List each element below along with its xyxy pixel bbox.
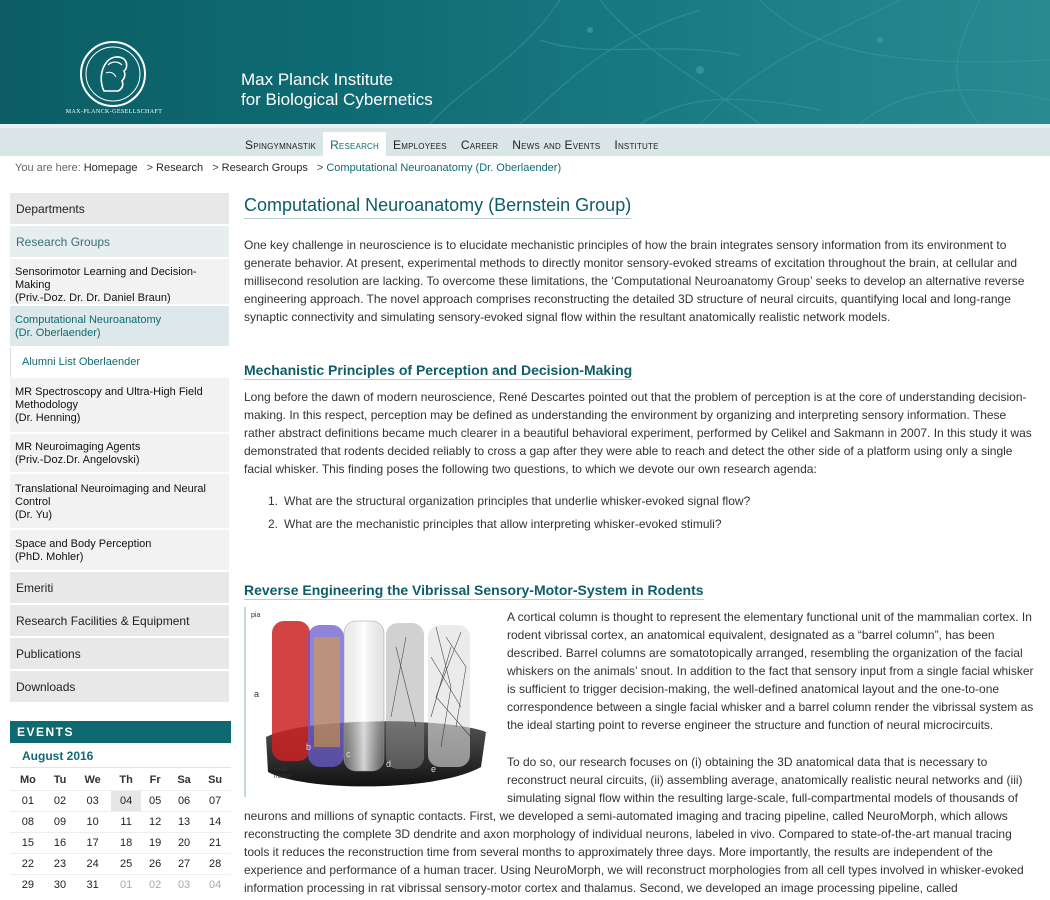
calendar-day[interactable]: 24 (74, 854, 111, 875)
breadcrumb-separator: > (212, 162, 219, 174)
group-line: Sensorimotor Learning and Decision- (15, 266, 197, 278)
group-line: Making (15, 279, 51, 291)
calendar-day[interactable]: 20 (169, 833, 199, 854)
sidebar-item-emeriti[interactable]: Emeriti (10, 572, 229, 605)
calendar-day[interactable]: 03 (74, 791, 111, 812)
nav-news-and-events[interactable]: News and Events (512, 138, 601, 152)
weekday-header: Mo (19, 774, 36, 786)
nav-institute[interactable]: Institute (614, 138, 659, 152)
figure-label-pia: pia (251, 612, 261, 619)
calendar-day[interactable]: 14 (199, 812, 231, 833)
calendar-day[interactable]: 26 (141, 854, 169, 875)
sidebar-group-translational-neuroimaging[interactable] (10, 474, 229, 530)
barrel-column-figure[interactable] (244, 607, 499, 797)
research-questions-list (268, 490, 750, 536)
calendar-day[interactable]: 08 (10, 812, 46, 833)
main-navigation-bar (0, 124, 1050, 156)
sidebar-item-departments[interactable]: Departments (10, 193, 229, 226)
calendar-day[interactable]: 11 (111, 812, 141, 833)
weekday-header: Sa (177, 774, 191, 786)
methods-paragraph-top: To do so, our research focuses on (i) obtaining the 3D anatomical data that is necessary to reconstruct neural circuits, (ii) assembling average, anatomically realistic neural networks and (iii) simulating signal flow within the resulting large-scale, full-compartmental models of thousands of (507, 755, 1023, 805)
figure-label-e: e (431, 764, 437, 774)
group-line: Space and Body Perception (15, 538, 152, 550)
section-heading-reverse-engineering: Reverse Engineering the Vibrissal Sensory-Motor-System in Rodents (244, 582, 704, 598)
calendar-day-today[interactable]: 04 (111, 791, 141, 812)
list-item (268, 513, 750, 536)
group-line: Methodology (15, 399, 78, 411)
weekday-header: Fr (149, 774, 161, 786)
figure-label-matter: matter (274, 774, 292, 780)
org-name: MAX-PLANCK-GESELLSCHAFT (65, 109, 163, 115)
breadcrumb-research[interactable]: Research (156, 162, 204, 174)
figure-label-white: white (274, 767, 289, 773)
figure-label-a: a (254, 689, 260, 699)
sidebar-item-publications[interactable]: Publications (10, 638, 229, 671)
calendar-day-next-month[interactable]: 02 (141, 875, 169, 896)
list-number: 1. (268, 494, 279, 508)
calendar-day-next-month[interactable]: 04 (199, 875, 231, 896)
list-item (268, 490, 750, 513)
group-line: (Priv.-Doz. Dr. Dr. Daniel Braun) (15, 292, 171, 304)
group-line: Alumni List Oberlaender (22, 356, 141, 368)
sidebar-group-space-body-perception[interactable] (10, 530, 229, 572)
sidebar (10, 193, 229, 704)
barrel-column-illustration (246, 607, 499, 797)
mechanistic-paragraph: Long before the dawn of modern neuroscience, René Descartes pointed out that the problem of perception is at the core of understanding decision-making. In this respect, perception may be defined as understanding the environment by organizing and interpreting sensory information. These rather abstract definitions became much clearer in a beautiful behavioral experiment, performed by Celikel and Sakmann in 2007. In this study it was demonstrated that rodents decided reliably to cross a gap after they were able to reach and detect the other side of a platform using only a single facial whisker. This finding poses the following two questions, to which we devote our own research agenda: (244, 390, 1032, 476)
calendar-day[interactable]: 23 (46, 854, 74, 875)
calendar-grid (10, 768, 231, 895)
breadcrumb-prefix: You are here: (15, 162, 81, 174)
group-line: (PhD. Mohler) (15, 551, 84, 563)
calendar-day[interactable]: 29 (10, 875, 46, 896)
page-title: Computational Neuroanatomy (Bernstein Group) (244, 195, 631, 219)
events-calendar (10, 721, 231, 895)
group-line: (Priv.-Doz.Dr. Angelovski) (15, 454, 140, 466)
question-text: What are the mechanistic principles that allow interpreting whisker-evoked stimuli? (284, 517, 722, 531)
main-content (244, 195, 1034, 895)
sidebar-group-mr-spectroscopy[interactable] (10, 378, 229, 434)
calendar-day[interactable]: 06 (169, 791, 199, 812)
group-line: MR Neuroimaging Agents (15, 441, 141, 453)
breadcrumb-research-groups[interactable]: Research Groups (221, 162, 308, 174)
calendar-day[interactable]: 27 (169, 854, 199, 875)
breadcrumb (15, 162, 561, 174)
sidebar-group-mr-neuroimaging[interactable] (10, 434, 229, 474)
calendar-day[interactable]: 30 (46, 875, 74, 896)
nav-employees[interactable]: Employees (393, 138, 447, 152)
calendar-day[interactable]: 16 (46, 833, 74, 854)
figure-label-c: c (346, 749, 351, 759)
cortical-column-paragraph: A cortical column is thought to represent the elementary functional unit of the mammalian cortex. In rodent vibrissal cortex, an anatomical equivalent, designated as a “barrel column”, has been described. Barrel columns are somatotopically arranged, resembling the organization of the facial whiskers on the animals’ snout. In addition to the fact that sensory input from a single facial whisker is sufficient to trigger decision-making, the well-defined anatomical layout and the one-to-one correspondence between a single facial whisker and a barrel column render the vibrissal system as the ideal starting point to reverse engineer the structure and function of neural microcircuits. (507, 610, 1034, 732)
calendar-day[interactable]: 19 (141, 833, 169, 854)
figure-label-d: d (386, 759, 392, 769)
calendar-day[interactable]: 05 (141, 791, 169, 812)
breadcrumb-separator: > (146, 162, 154, 174)
group-line: (Dr. Oberlaender) (15, 327, 101, 339)
institute-title-line2: for Biological Cybernetics (241, 90, 433, 109)
calendar-day[interactable]: 15 (10, 833, 46, 854)
sidebar-item-research-groups[interactable]: Research Groups (10, 226, 229, 259)
weekday-header: We (84, 774, 101, 786)
weekday-header: Th (119, 774, 133, 786)
breadcrumb-current[interactable]: Computational Neuroanatomy (Dr. Oberlaender) (326, 162, 562, 174)
calendar-day[interactable]: 28 (199, 854, 231, 875)
weekday-header: Su (208, 774, 223, 786)
events-title: EVENTS (10, 721, 231, 743)
nav-career[interactable]: Career (460, 138, 499, 152)
calendar-day[interactable]: 13 (169, 812, 199, 833)
max-planck-logo[interactable] (64, 36, 164, 120)
question-text: What are the structural organization principles that underlie whisker-evoked signal flow? (284, 494, 751, 508)
sidebar-item-downloads[interactable]: Downloads (10, 671, 229, 704)
methods-paragraph-bottom: neurons and millions of synaptic contacts. First, we developed a semi-automated imaging and tracing pipeline, called NeuroMorph, which allows reconstructing the complete 3D dendrite and axon morphology of individual neurons, labeled in vivo. Compared to state-of-the-art manual tracing tools it reduces the reconstruction time from several months to approximately three days. More importantly, the results are independent of the experience and performance of a human tracer. Using NeuroMorph, we will reconstruct morphologies from all cell types involved in whisker-evoked information processing in rat vibrissal sensory-motor cortex and thalamus. Second, we developed an image processing pipeline, called (244, 809, 1024, 895)
section-heading-mechanistic: Mechanistic Principles of Perception and Decision-Making (244, 362, 633, 378)
minerva-seal-icon (80, 41, 146, 107)
institute-title[interactable] (241, 70, 433, 110)
group-line: Control (15, 496, 51, 508)
calendar-month: August 2016 (10, 743, 231, 768)
calendar-day[interactable]: 12 (141, 812, 169, 833)
nav-research[interactable]: Research (323, 132, 386, 160)
minerva-head-icon (82, 43, 144, 105)
group-line: Translational Neuroimaging and Neural (15, 483, 206, 495)
sidebar-group-computational-neuroanatomy[interactable] (10, 306, 229, 348)
breadcrumb-separator: > (316, 162, 324, 174)
calendar-day[interactable]: 31 (74, 875, 111, 896)
calendar-day[interactable]: 18 (111, 833, 141, 854)
institute-title-line1: Max Planck Institute (241, 70, 394, 89)
calendar-day[interactable]: 07 (199, 791, 231, 812)
calendar-day[interactable]: 17 (74, 833, 111, 854)
calendar-day-next-month[interactable]: 01 (111, 875, 141, 896)
calendar-day[interactable]: 22 (10, 854, 46, 875)
calendar-day[interactable]: 02 (46, 791, 74, 812)
calendar-day[interactable]: 01 (10, 791, 46, 812)
calendar-day[interactable]: 25 (111, 854, 141, 875)
calendar-day[interactable]: 10 (74, 812, 111, 833)
group-line: Computational Neuroanatomy (15, 314, 162, 326)
calendar-day[interactable]: 21 (199, 833, 231, 854)
nav-spingymnastik[interactable]: Spingymnastik (245, 138, 317, 152)
sidebar-group-alumni-list[interactable] (10, 348, 229, 378)
intro-paragraph: One key challenge in neuroscience is to elucidate mechanistic principles of how the brain integrates sensory information from its environment to generate behavior. At present, experimental methods to directly monitor sensory-evoked streams of excitation throughout the brain, at cellular and millisecond resolution are lacking. To overcome these limitations, the ‘Computational Neuroanatomy Group’ seeks to develop an alternative reverse engineering approach. The novel approach comprises reconstructing the detailed 3D structure of neural circuits, quantifying local and long-range synaptic connectivity and simulating sensory-evoked signal flow within the resultant anatomically realistic network models. (244, 238, 1025, 324)
calendar-day-next-month[interactable]: 03 (169, 875, 199, 896)
site-header (0, 0, 1050, 124)
group-line: (Dr. Yu) (15, 509, 53, 521)
main-nav (238, 132, 666, 160)
breadcrumb-homepage[interactable]: Homepage (83, 162, 138, 174)
sidebar-item-research-facilities[interactable]: Research Facilities & Equipment (10, 605, 229, 638)
figure-label-b: b (306, 742, 312, 752)
calendar-day[interactable]: 09 (46, 812, 74, 833)
group-line: MR Spectroscopy and Ultra-High Field (15, 386, 203, 398)
group-line: (Dr. Henning) (15, 412, 81, 424)
weekday-header: Tu (53, 774, 67, 786)
sidebar-group-sensorimotor[interactable] (10, 259, 229, 306)
list-number: 2. (268, 517, 279, 531)
